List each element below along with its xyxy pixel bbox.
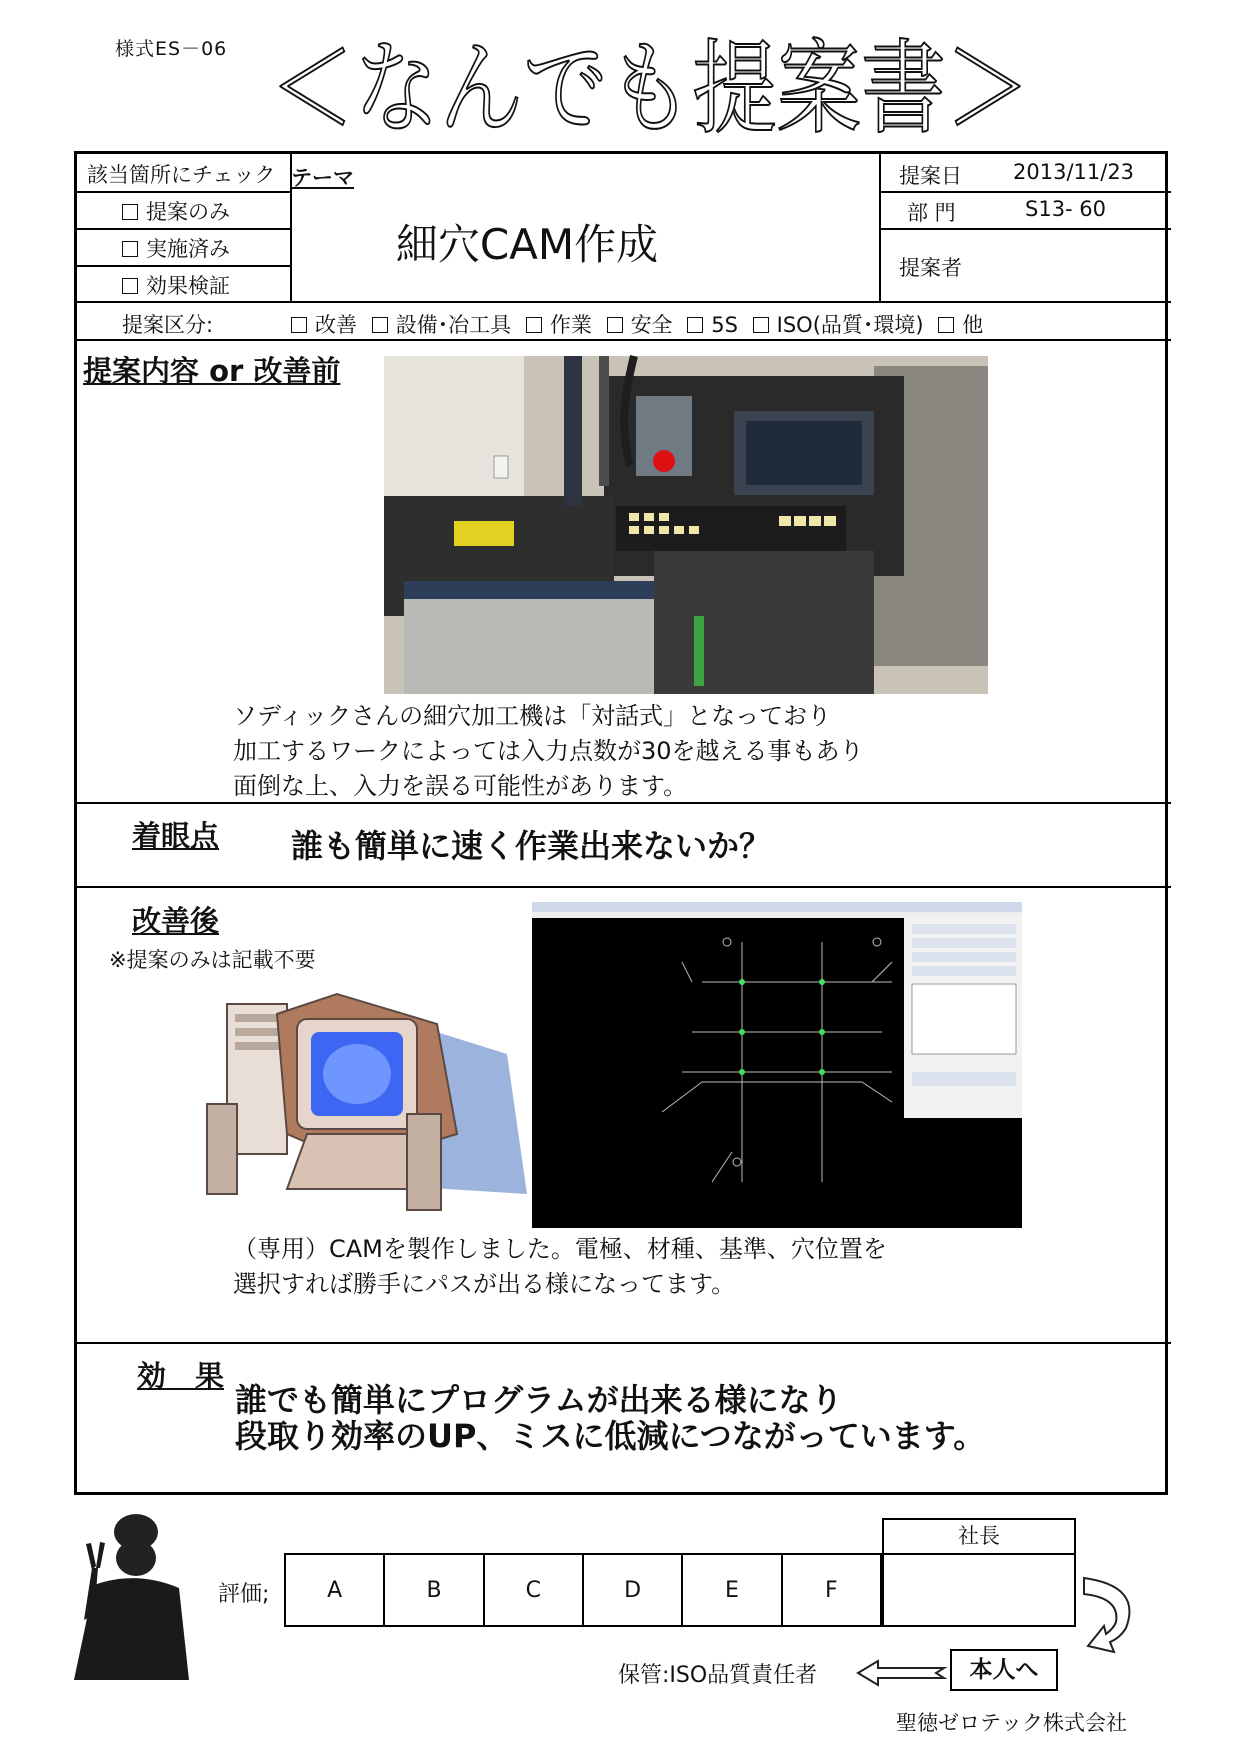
- checkbox-icon[interactable]: [526, 317, 542, 333]
- category-safety[interactable]: 安全: [607, 313, 673, 337]
- theme-value: 細穴CAM作成: [395, 220, 659, 269]
- grade-b[interactable]: B: [385, 1555, 484, 1625]
- proposer-label: 提案者: [899, 256, 962, 280]
- check-proposal-only[interactable]: 提案のみ: [122, 196, 230, 226]
- grade-a[interactable]: A: [286, 1555, 385, 1625]
- evaluation-label: 評価;: [218, 1582, 270, 1607]
- president-approval-box: [882, 1518, 1076, 1627]
- grade-f[interactable]: F: [824, 1577, 838, 1603]
- category-label: 提案区分:: [122, 313, 214, 337]
- department-value: S13- 60: [1025, 197, 1107, 221]
- evaluation-grade-table: [284, 1553, 882, 1627]
- check-effect-verified[interactable]: 効果検証: [122, 270, 230, 300]
- after-section-title: 改善後: [132, 904, 220, 938]
- check-implemented[interactable]: 実施済み: [122, 233, 230, 263]
- left-arrow-icon: [856, 1659, 946, 1687]
- grade-c[interactable]: C: [485, 1555, 584, 1625]
- checkbox-icon[interactable]: [607, 317, 623, 333]
- check-column-header: 該当箇所にチェック: [87, 163, 276, 187]
- president-label: 社長: [884, 1520, 1074, 1555]
- curved-arrow-icon: [1080, 1572, 1140, 1668]
- checkbox-icon[interactable]: [938, 317, 954, 333]
- focus-section-title: 着眼点: [132, 819, 220, 853]
- department-label: 部 門: [907, 201, 956, 225]
- checkbox-icon[interactable]: [291, 317, 307, 333]
- checkbox-icon[interactable]: [122, 278, 138, 294]
- document-title-text: ＜なんでも提案書＞: [270, 30, 1030, 149]
- checkbox-icon[interactable]: [687, 317, 703, 333]
- category-other[interactable]: 他: [938, 313, 983, 337]
- storage-note: 保管:ISO品質責任者: [618, 1663, 818, 1688]
- category-kaizen[interactable]: 改善: [291, 313, 357, 337]
- document-title: [260, 28, 1040, 148]
- date-value: 2013/11/23: [1013, 160, 1135, 184]
- company-name: 聖徳ゼロテック株式会社: [896, 1711, 1127, 1735]
- theme-label: テーマ: [291, 166, 354, 190]
- form-number: 様式ES－06: [115, 38, 228, 60]
- checkbox-icon[interactable]: [372, 317, 388, 333]
- victory-person-icon: [64, 1510, 194, 1680]
- after-note: ※提案のみは記載不要: [109, 948, 316, 972]
- focus-text: 誰も簡単に速く作業出来ないか？: [291, 827, 772, 865]
- before-section-title: 提案内容 or 改善前: [83, 354, 341, 388]
- grade-e[interactable]: E: [683, 1555, 782, 1625]
- after-description: （専用）CAMを製作しました。電極、材種、基準、穴位置を 選択すれば勝手にパスが出る様になってます。: [233, 1235, 887, 1298]
- date-label: 提案日: [899, 164, 962, 188]
- grade-d[interactable]: D: [584, 1555, 683, 1625]
- machine-photo: [384, 356, 988, 694]
- checkbox-icon[interactable]: [122, 241, 138, 257]
- checkbox-icon[interactable]: [753, 317, 769, 333]
- effect-section-title: 効 果: [137, 1359, 225, 1393]
- category-equipment[interactable]: 設備･冶工具: [372, 313, 512, 337]
- category-options: [291, 309, 983, 339]
- effect-text: 誰でも簡単にプログラムが出来る様になり 段取り効率のUP、ミスに低減につながっています。: [235, 1381, 986, 1455]
- cam-software-screenshot: [532, 902, 1022, 1228]
- checkbox-icon[interactable]: [122, 204, 138, 220]
- before-description: ソディックさんの細穴加工機は「対話式」となっており 加工するワークによっては入力点数が30を越える事もあり 面倒な上、入力を誤る可能性があります。: [233, 702, 864, 800]
- to-proposer-box: 本人へ: [950, 1649, 1058, 1691]
- computer-illustration-icon: [207, 984, 547, 1224]
- category-work[interactable]: 作業: [526, 313, 592, 337]
- proposal-sheet: [74, 151, 1168, 1495]
- category-5s[interactable]: 5S: [687, 313, 738, 337]
- category-iso[interactable]: ISO(品質･環境): [753, 313, 924, 337]
